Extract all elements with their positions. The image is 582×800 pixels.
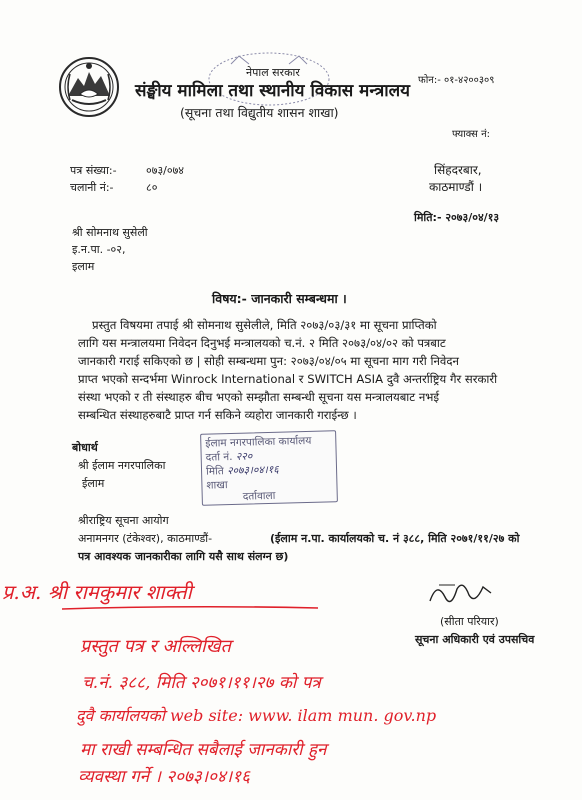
handwritten-underline-icon	[60, 604, 320, 612]
stamp-regno-value: २२०	[235, 450, 253, 463]
ministry-name: संङ्घीय मामिला तथा स्थानीय विकास मन्त्रालय	[135, 81, 411, 101]
phone-number: फोन:- ०१-४२००३०९	[418, 75, 495, 86]
commission-attachment-note-1: (ईलाम न.पा. कार्यालयको च. नं ३८८, मिति २०७१/११/२७ को	[270, 532, 520, 545]
officer-signature-icon	[425, 575, 495, 611]
subject-line: विषय:- जानकारी सम्बन्धमा ।	[212, 291, 347, 306]
handwritten-line-1: प्र.अ. श्री रामकुमार शाक्ती	[2, 580, 192, 604]
officer-title: सूचना अधिकारी एवं उपसचिव	[415, 633, 535, 646]
stamp-clerk-label: दर्तावाला	[242, 489, 276, 503]
officer-name: (सीता परियार)	[440, 615, 499, 628]
recipient-address-2: इलाम	[72, 260, 95, 273]
handwritten-line-2: प्रस्तुत पत्र र अल्लिखित	[80, 636, 231, 657]
letter-number-label: पत्र संख्या:-	[70, 164, 117, 177]
handwritten-line-4: दुवै कार्यालयको web site: www. ilam mun. gov.np	[76, 706, 437, 725]
handwritten-line-3: च.नं. ३८८, मिति २०७१।११।२७ को पत्र	[82, 673, 321, 693]
handwritten-line-6: व्यवस्था गर्ने । २०७३।०४।१६	[78, 767, 250, 787]
office-location: सिंहदरबार,	[434, 163, 482, 177]
stamp-section-label: शाखा	[206, 479, 228, 492]
recipient-address-1: इ.न.पा. -०२,	[72, 243, 126, 256]
stamp-office: ईलाम नगरपालिका कार्यालय	[205, 434, 312, 450]
body-line-6: सम्बन्धित संस्थाहरुबाटै प्राप्त गर्न सकिने व्यहोरा जानकारी गराईन्छ ।	[78, 408, 357, 422]
body-line-2: लागि यस मन्त्रालयमा निवेदन दिनुभई मन्त्रालयको च.नं. २ मिति २०७३/०४/०२ को पत्रबाट	[78, 336, 446, 350]
body-line-3: जानकारी गराई सकिएको छ | सोही सम्बन्धमा पुन: २०७३/०४/०५ मा सूचना माग गरी निवेदन	[78, 354, 459, 368]
section-name: (सूचना तथा विद्युतीय शासन शाखा)	[180, 105, 339, 120]
commission-address: अनामनगर (टंकेश्वर), काठमाण्डौं-	[78, 532, 213, 545]
letter-number-value: ०७३/०७४	[146, 164, 185, 177]
bodharth-line-1: श्री ईलाम नगरपालिका	[78, 459, 166, 472]
letter-date: मिति:- २०७३/०४/१३	[414, 211, 500, 224]
stamp-date-label: मिति	[205, 465, 224, 478]
office-city: काठमाण्डौं ।	[429, 180, 483, 194]
recipient-name: श्री सोमनाथ सुसेली	[72, 226, 148, 239]
stamp-date-value: २०७३।०४।१६	[226, 463, 279, 478]
registration-stamp	[200, 430, 338, 506]
commission-attachment-note-2: पत्र आवश्यक जानकारीका लागि यसै साथ संलग्न छ)	[78, 550, 289, 563]
government-name: नेपाल सरकार	[246, 66, 300, 79]
dispatch-number-label: चलानी नं:-	[70, 181, 114, 194]
handwritten-line-5: मा राखी सम्बन्धित सबैलाई जानकारी हुन	[80, 740, 327, 760]
body-line-4: प्राप्त भएको सन्दर्भमा Winrock International र SWITCH ASIA दुवै अन्तर्राष्ट्रिय गैर सरकारी	[78, 372, 498, 386]
nepal-emblem-icon	[58, 56, 120, 118]
bodharth-line-2: ईलाम	[82, 477, 105, 490]
fax-label: फ्याक्स नं:	[452, 129, 491, 140]
bodharth-label: बोधार्थ	[72, 441, 98, 454]
dispatch-number-value: ८०	[146, 181, 158, 194]
stamp-regno-label: दर्ता नं.	[205, 450, 233, 464]
body-line-1: प्रस्तुत विषयमा तपाई श्री सोमनाथ सुसेलीले, मिति २०७३/०३/३१ मा सूचना प्राप्तिको	[92, 318, 437, 332]
commission-name: श्रीराष्ट्रिय सूचना आयोग	[78, 514, 169, 527]
body-line-5: संस्था भएको र ती संस्थाहरु बीच भएको सम्झौता सम्बन्धी सूचना यस मन्त्रालयबाट नभई	[78, 390, 440, 404]
